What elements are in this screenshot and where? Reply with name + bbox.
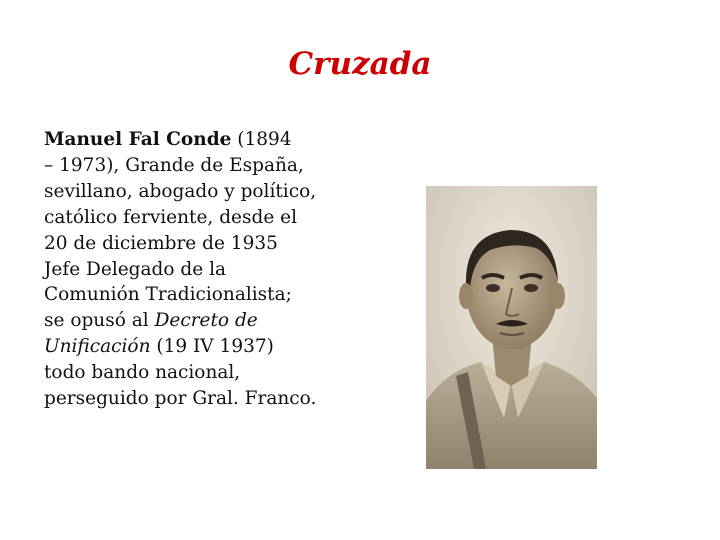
body-line-5: 20 de diciembre de 1935 [44, 232, 278, 254]
portrait-photo [426, 186, 597, 469]
body-line-3: sevillano, abogado y político, [44, 180, 317, 202]
body-line-4: católico ferviente, desde el [44, 206, 298, 228]
body-line-6: Jefe Delegado de la [44, 258, 227, 280]
portrait-illustration [426, 186, 597, 469]
decree-title-cont: Unificación [44, 336, 151, 358]
body-line-9: Unificación (19 IV 1937) [44, 336, 274, 358]
body-text [44, 127, 374, 412]
person-name: Manuel Fal Conde [44, 129, 232, 150]
body-line-11: perseguido por Gral. Franco. [44, 388, 317, 410]
body-line-10: todo bando nacional, [44, 362, 241, 384]
slide-title: Cruzada [288, 46, 432, 82]
body-line-1: Manuel Fal Conde (1894 [44, 129, 292, 150]
body-line-8: se opusó al Decreto de [44, 310, 258, 332]
body-line-2: – 1973), Grande de España, [44, 154, 304, 176]
decree-title: Decreto de [154, 310, 258, 332]
body-line-7: Comunión Tradicionalista; [44, 284, 292, 306]
